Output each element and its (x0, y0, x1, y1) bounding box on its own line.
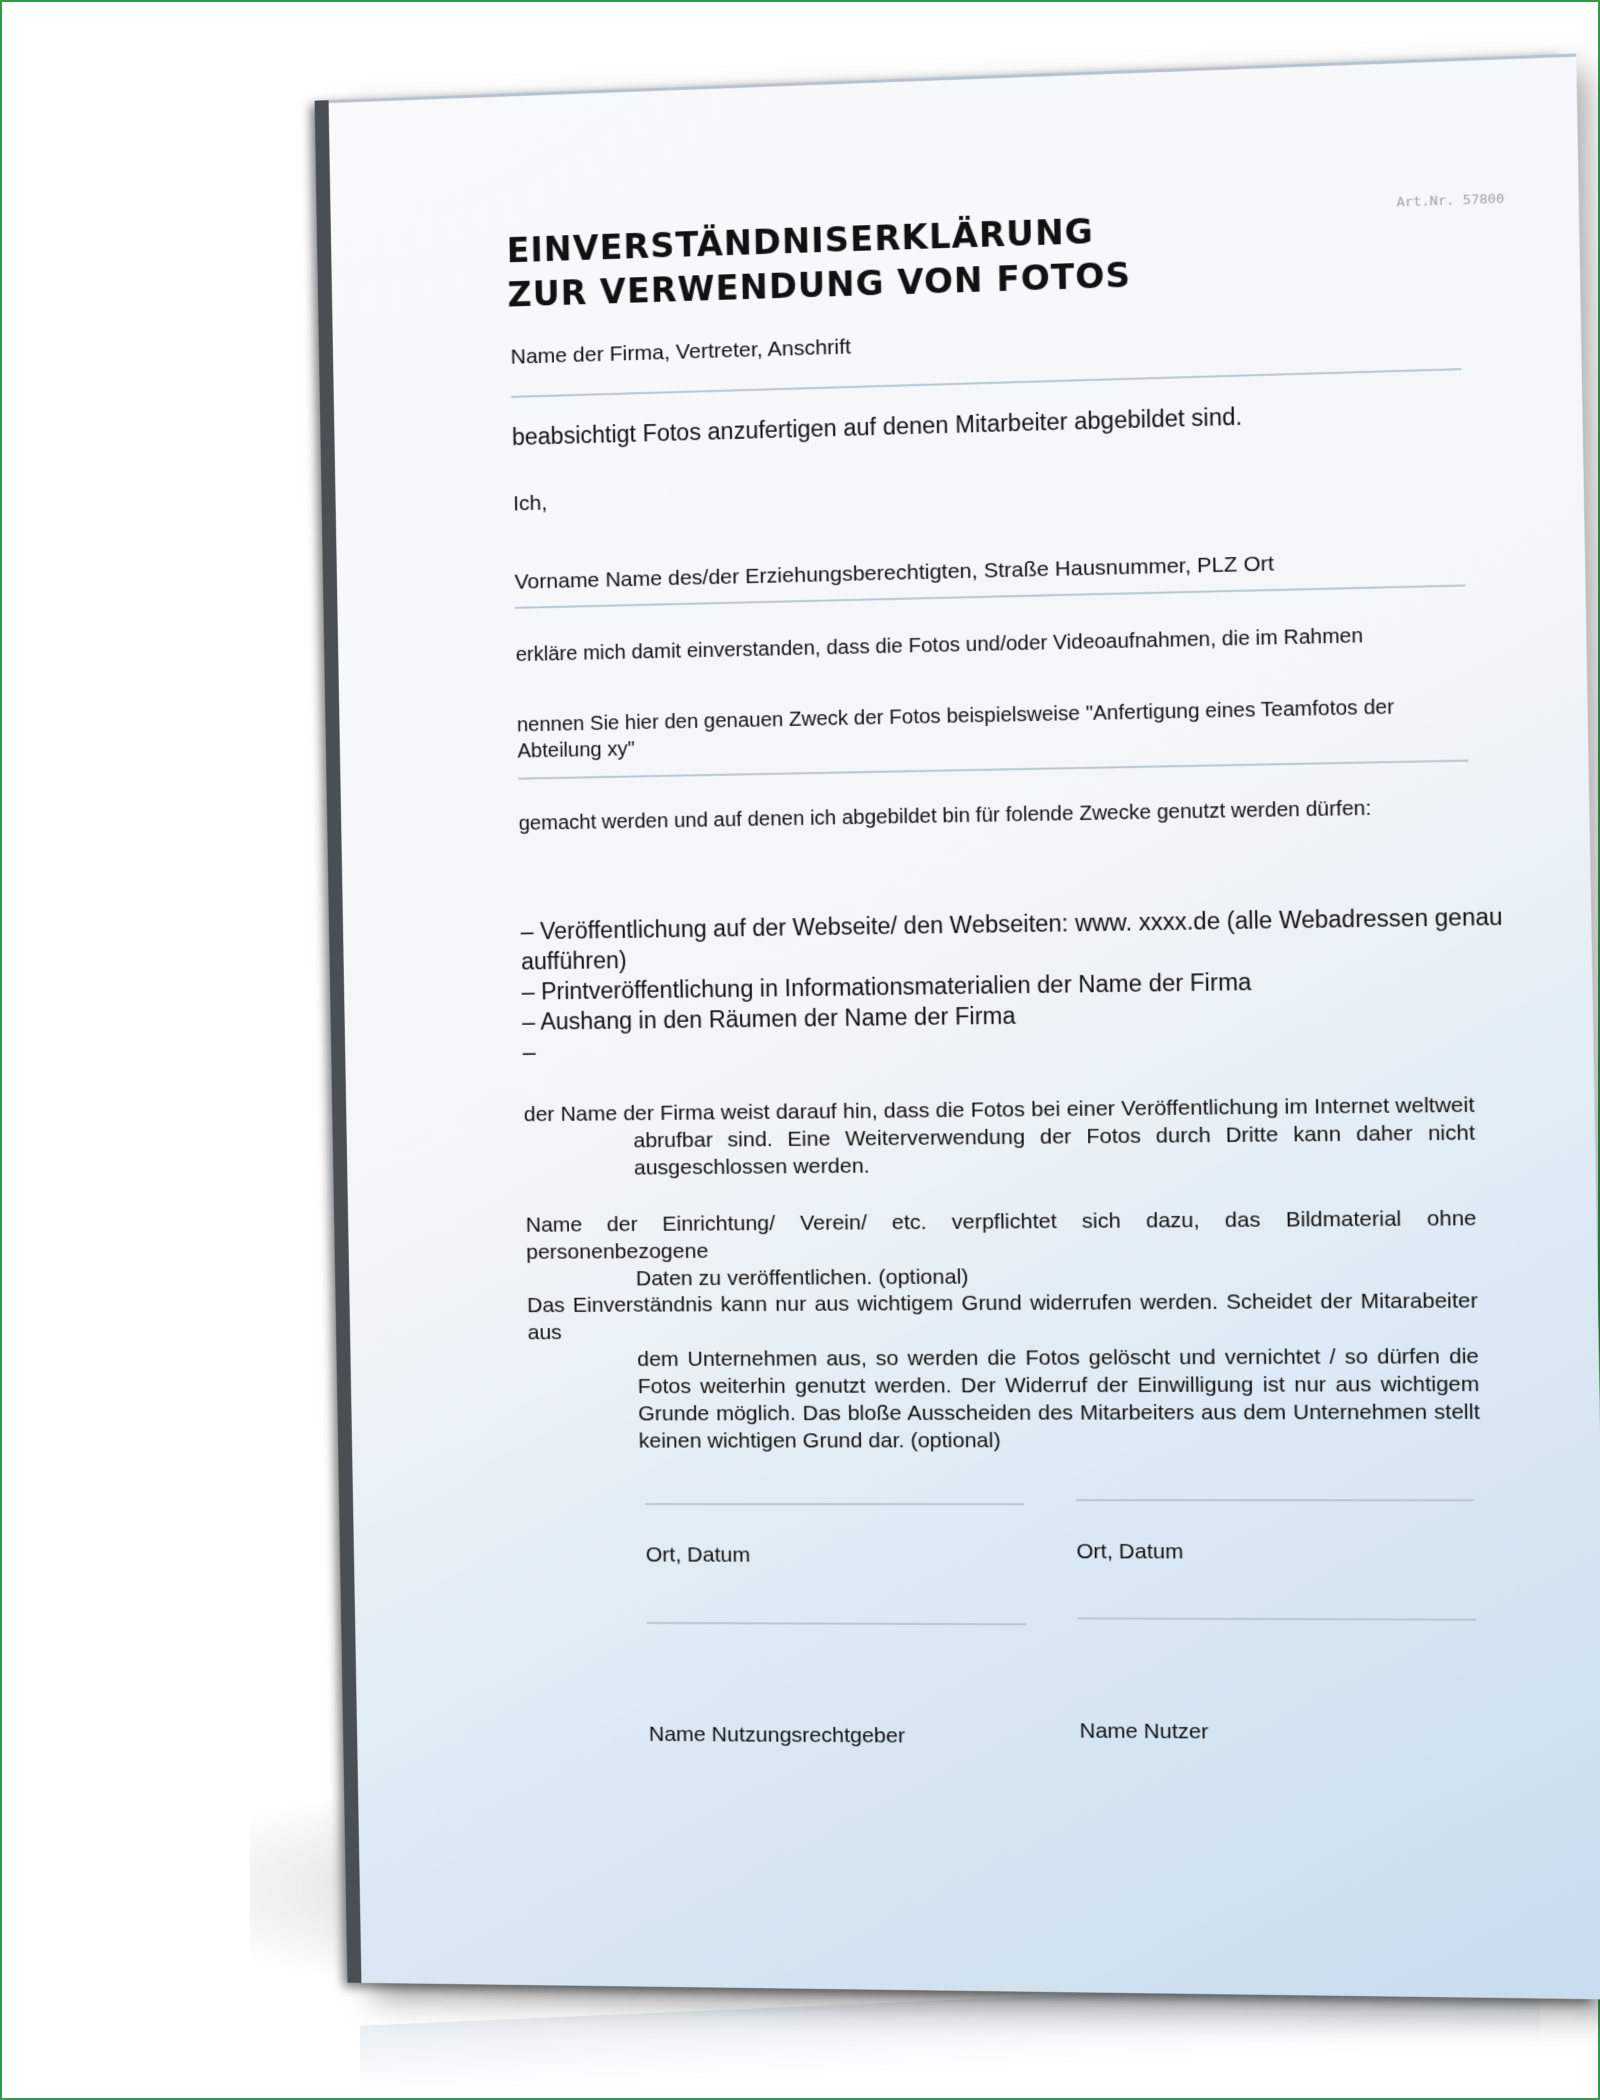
revocation-paragraph (527, 1287, 1481, 1455)
data-protection-paragraph (526, 1205, 1478, 1293)
company-label: Name der Firma, Vertreter, Anschrift (510, 335, 852, 369)
signature-right-name-line (1078, 1617, 1476, 1620)
article-number: Art.Nr. 57800 (1396, 191, 1505, 211)
title-line-1: EINVERSTÄNDNISERKLÄRUNG (506, 211, 1095, 271)
signature-left-name-line (647, 1622, 1026, 1625)
intent-text: beabsichtigt Fotos anzufertigen auf denen Mitarbeiter abgebildet sind. (511, 403, 1243, 451)
guardian-label: Vorname Name des/der Erziehungsberechtigten, Straße Hausnummer, PLZ Ort (514, 552, 1275, 594)
usage-item: – Veröffentlichung auf der Webseite/ den Webseiten: www. xxxx.de (alle Webadressen genau (520, 903, 1503, 945)
purpose-line-2: Abteilung xy" (517, 738, 635, 763)
document-title (506, 208, 1131, 317)
internet-notice-paragraph (524, 1091, 1476, 1182)
signature-left-name-label: Name Nutzungsrechtgeber (648, 1722, 906, 1748)
document-page (329, 54, 1600, 2000)
signature-left-date-label: Ort, Datum (645, 1543, 751, 1567)
consent-text: erkläre mich damit einverstanden, dass die Fotos und/oder Videoaufnahmen, die im Rahmen (515, 624, 1364, 667)
paragraph-body: Daten zu veröffentlichen. (optional) (635, 1265, 969, 1291)
paragraph-body: dem Unternehmen aus, so werden die Fotos gelöscht und vernichtet / so dürfen die Fotos weiterhin genutzt werden. Der Widerruf der Einwilligung ist nur aus wichtigem Grunde möglich. Das bloße Ausscheiden des Mitarbeiters aus dem Unternehmen stellt keinen wichtigen Grund dar. (optional) (637, 1344, 1481, 1453)
usage-item: aufführen) (520, 946, 627, 975)
signature-right-date-line (1076, 1499, 1474, 1501)
usage-intro: gemacht werden und auf denen ich abgebildet bin für folende Zwecke genutzt werden dürfen: (518, 797, 1372, 835)
signature-left-date-line (645, 1503, 1024, 1505)
signature-right-name-label: Name Nutzer (1079, 1719, 1209, 1744)
ich-text: Ich, (512, 491, 548, 516)
usage-item: – Printveröffentlichung in Informationsmaterialien der Name der Firma (521, 968, 1252, 1005)
paragraph-lead: der Name der Firma weist darauf hin, dass die Fotos bei einer Veröffentlichung im Internet weltweit (523, 1093, 1475, 1127)
signature-right-date-label: Ort, Datum (1076, 1539, 1184, 1564)
paragraph-lead: Name der Einrichtung/ Verein/ etc. verpflichtet sich dazu, das Bildmaterial ohne personenbezogene (525, 1206, 1477, 1264)
paragraph-lead: Das Einverständnis kann nur aus wichtigem Grund widerrufen werden. Scheidet der Mitarabeiter aus (526, 1289, 1479, 1345)
usage-item: – (522, 1038, 536, 1065)
company-rule (511, 368, 1461, 398)
usage-list (520, 901, 1505, 1067)
title-line-2: ZUR VERWENDUNG VON FOTOS (507, 255, 1132, 315)
paragraph-body: abrufbar sind. Eine Weiterverwendung der Fotos durch Dritte kann daher nicht ausgeschlossen werden. (633, 1121, 1476, 1180)
purpose-rule (518, 760, 1469, 780)
usage-item: – Aushang in den Räumen der Name der Firma (521, 1002, 1016, 1035)
purpose-line-1: nennen Sie hier den genauen Zweck der Fotos beispielsweise "Anfertigung eines Teamfotos der (516, 696, 1395, 737)
